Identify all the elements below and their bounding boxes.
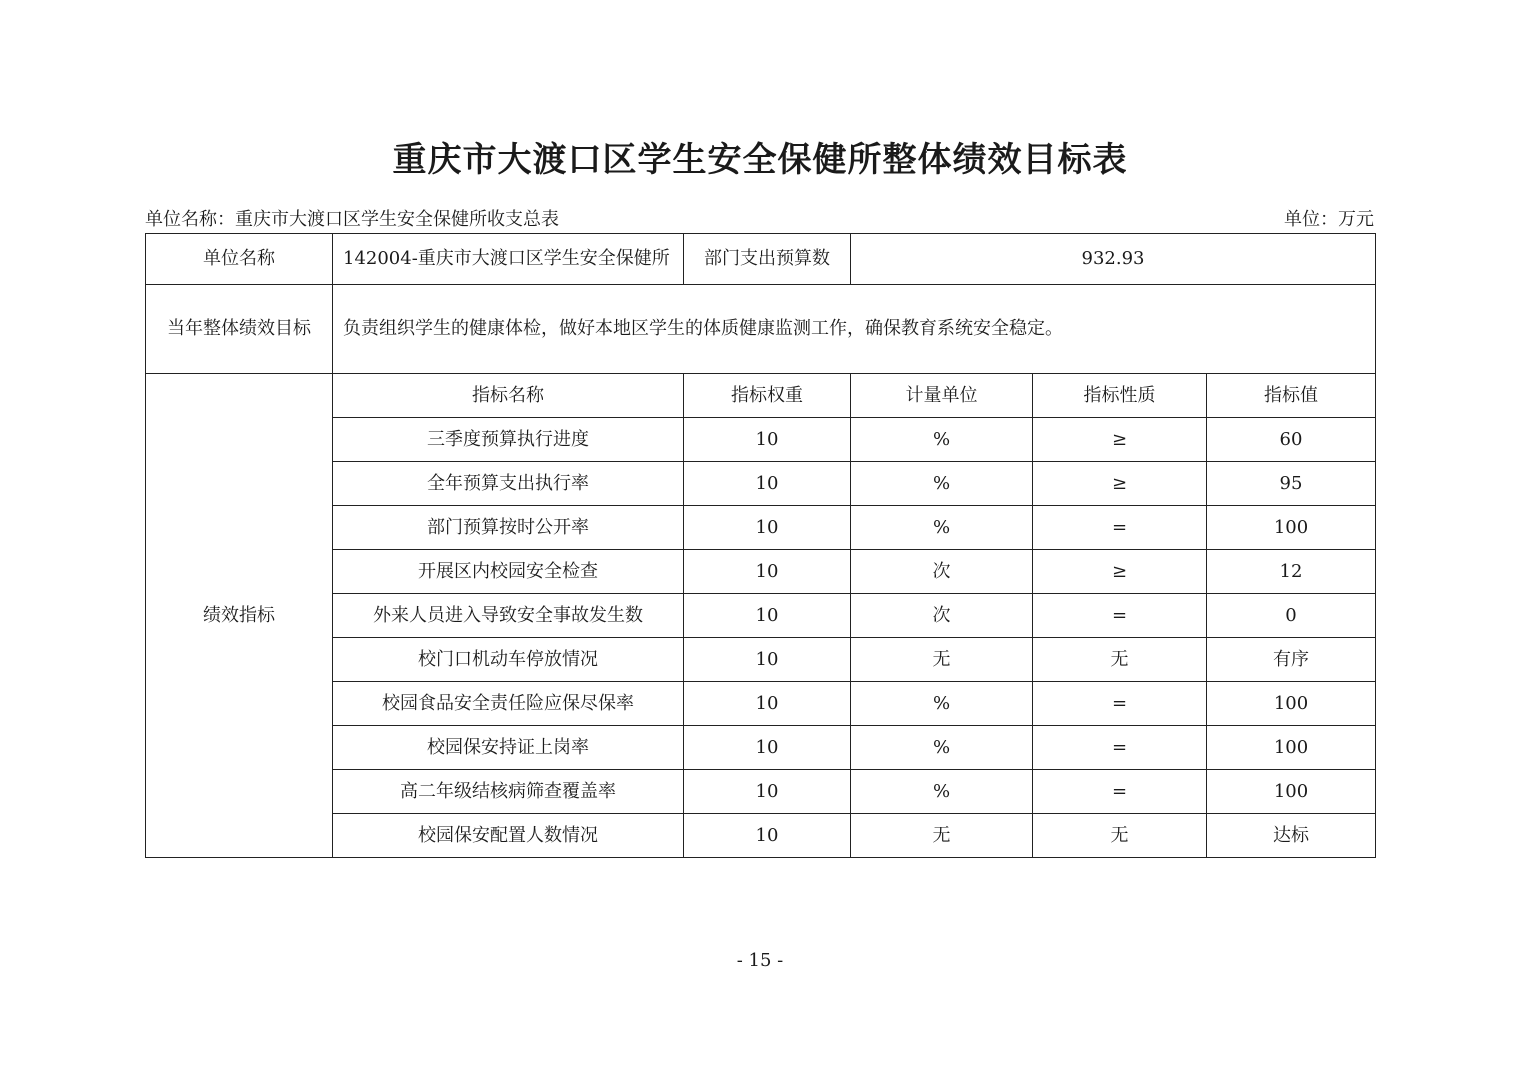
- indicator-weight: 10: [684, 462, 851, 506]
- indicator-nature: ≥: [1033, 550, 1207, 594]
- indicator-section-label: 绩效指标: [146, 374, 333, 858]
- indicator-name: 校门口机动车停放情况: [333, 638, 684, 682]
- column-header-value: 指标值: [1207, 374, 1376, 418]
- indicator-value: 0: [1207, 594, 1376, 638]
- indicator-weight: 10: [684, 418, 851, 462]
- indicator-weight: 10: [684, 594, 851, 638]
- indicator-value: 100: [1207, 726, 1376, 770]
- page-number: - 15 -: [736, 950, 784, 971]
- indicator-name: 校园保安配置人数情况: [333, 814, 684, 858]
- indicator-unit: 次: [851, 594, 1033, 638]
- indicator-value: 60: [1207, 418, 1376, 462]
- indicator-weight: 10: [684, 682, 851, 726]
- indicator-weight: 10: [684, 770, 851, 814]
- indicator-nature: 无: [1033, 814, 1207, 858]
- indicator-value: 100: [1207, 682, 1376, 726]
- column-header-weight: 指标权重: [684, 374, 851, 418]
- indicator-nature: =: [1033, 594, 1207, 638]
- indicator-nature: 无: [1033, 638, 1207, 682]
- unit-info-row: [146, 234, 1376, 285]
- indicator-unit: %: [851, 506, 1033, 550]
- annual-goal-row: [146, 285, 1376, 374]
- indicator-weight: 10: [684, 638, 851, 682]
- indicator-weight: 10: [684, 814, 851, 858]
- currency-unit-line: 单位：万元: [1284, 209, 1374, 230]
- indicator-value: 100: [1207, 506, 1376, 550]
- indicator-value: 100: [1207, 770, 1376, 814]
- indicator-nature: =: [1033, 682, 1207, 726]
- indicator-value: 达标: [1207, 814, 1376, 858]
- indicator-nature: =: [1033, 726, 1207, 770]
- annual-goal-value: 负责组织学生的健康体检，做好本地区学生的体质健康监测工作，确保教育系统安全稳定。: [333, 285, 1376, 374]
- annual-goal-label: 当年整体绩效目标: [146, 285, 333, 374]
- indicator-unit: 无: [851, 638, 1033, 682]
- indicator-unit: %: [851, 770, 1033, 814]
- indicator-name: 三季度预算执行进度: [333, 418, 684, 462]
- indicator-unit: 无: [851, 814, 1033, 858]
- indicator-nature: ≥: [1033, 418, 1207, 462]
- unit-name-label: 单位名称: [146, 234, 333, 285]
- indicator-weight: 10: [684, 550, 851, 594]
- indicator-name: 校园食品安全责任险应保尽保率: [333, 682, 684, 726]
- budget-value: 932.93: [851, 234, 1376, 285]
- indicator-nature: =: [1033, 770, 1207, 814]
- indicator-unit: %: [851, 682, 1033, 726]
- indicator-value: 95: [1207, 462, 1376, 506]
- indicator-name: 外来人员进入导致安全事故发生数: [333, 594, 684, 638]
- indicator-nature: =: [1033, 506, 1207, 550]
- indicator-unit: %: [851, 418, 1033, 462]
- unit-name-line: 单位名称：重庆市大渡口区学生安全保健所收支总表: [145, 209, 559, 230]
- indicator-nature: ≥: [1033, 462, 1207, 506]
- indicator-unit: %: [851, 462, 1033, 506]
- column-header-nature: 指标性质: [1033, 374, 1207, 418]
- indicator-name: 开展区内校园安全检查: [333, 550, 684, 594]
- indicator-name: 部门预算按时公开率: [333, 506, 684, 550]
- unit-name-value: 142004-重庆市大渡口区学生安全保健所: [333, 234, 684, 285]
- indicator-unit: %: [851, 726, 1033, 770]
- indicator-value: 有序: [1207, 638, 1376, 682]
- document-title: 重庆市大渡口区学生安全保健所整体绩效目标表: [392, 140, 1128, 180]
- indicator-weight: 10: [684, 726, 851, 770]
- performance-goal-table: [145, 233, 1376, 858]
- indicator-name: 全年预算支出执行率: [333, 462, 684, 506]
- column-header-indicator-name: 指标名称: [333, 374, 684, 418]
- budget-label: 部门支出预算数: [684, 234, 851, 285]
- indicator-name: 高二年级结核病筛查覆盖率: [333, 770, 684, 814]
- column-header-unit: 计量单位: [851, 374, 1033, 418]
- indicator-unit: 次: [851, 550, 1033, 594]
- indicator-value: 12: [1207, 550, 1376, 594]
- indicator-header-row: [146, 374, 1376, 418]
- indicator-weight: 10: [684, 506, 851, 550]
- indicator-name: 校园保安持证上岗率: [333, 726, 684, 770]
